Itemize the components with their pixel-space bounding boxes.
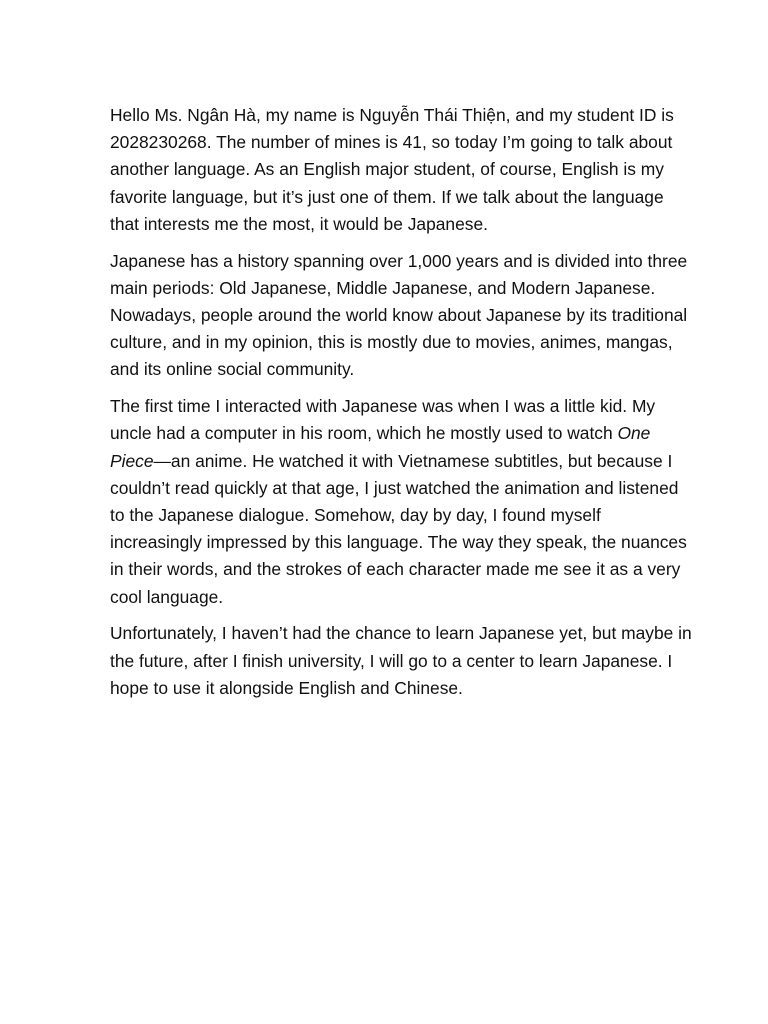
paragraph-first-interaction-after: —an anime. He watched it with Vietnamese subtitles, but because I couldn’t read quickly at that age, I just watched the animation and listened to the Japanese dialogue. Somehow, day by day, I found myself increasingly impressed by this language. The way they speak, the nuances in their words, and the strokes of each character made me see it as a very cool language. — [110, 450, 687, 607]
paragraph-introduction — [110, 102, 696, 238]
paragraph-japanese-history-text: Japanese has a history spanning over 1,000 years and is divided into three main periods: Old Japanese, Middle Japanese, and Modern Japanese. Nowadays, people around the world know about Japanese by its traditional culture, and in my opinion, this is mostly due to movies, animes, mangas, and its online social community. — [110, 250, 688, 380]
paragraph-japanese-history — [110, 248, 696, 384]
paragraph-future-plans — [110, 620, 696, 702]
paragraph-first-interaction — [110, 393, 696, 611]
paragraph-future-plans-text: Unfortunately, I haven’t had the chance to learn Japanese yet, but maybe in the future, after I finish university, I will go to a center to learn Japanese. I hope to use it alongside English and Chinese. — [110, 623, 692, 698]
paragraph-first-interaction-before: The first time I interacted with Japanese was when I was a little kid. My uncle had a computer in his room, which he mostly used to watch — [110, 396, 656, 444]
anime-title: One Piece — [110, 423, 651, 471]
paragraph-introduction-text: Hello Ms. Ngân Hà, my name is Nguyễn Thái Thiện, and my student ID is 2028230268. The number of mines is 41, so today I’m going to talk about another language. As an English major student, of course, English is my favorite language, but it’s just one of them. If we talk about the language that interests me the most, it would be Japanese. — [110, 105, 674, 234]
document-body — [110, 102, 696, 712]
